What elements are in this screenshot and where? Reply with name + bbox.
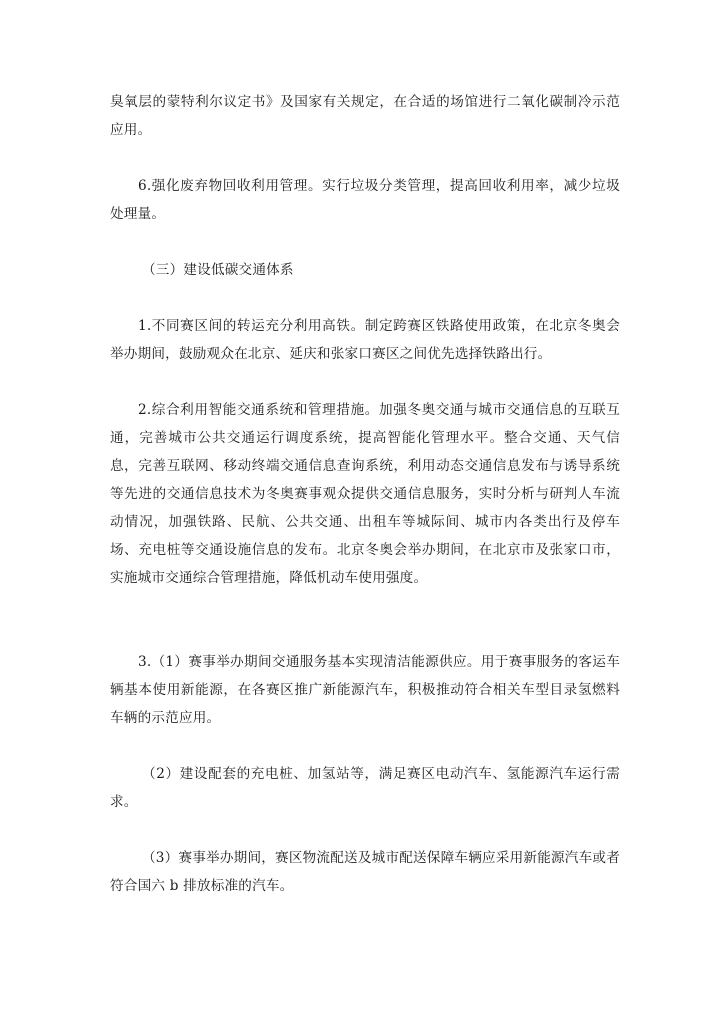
paragraph-item-2: 2.综合利用智能交通系统和管理措施。加强冬奥交通与城市交通信息的互联互通，完善城市公共交通运行调度系统，提高智能化管理水平。整合交通、天气信息，完善互联网、移动终端交通信息查询系统，利用动态交通信息发布与诱导系统等先进的交通信息技术为冬奥赛事观众提供交通信息服务，实时分析与研判人车流动情况，加强铁路、民航、公共交通、出租车等城际间、城市内各类出行及停车场、充电桩等交通设施信息的发布。北京冬奥会举办期间，在北京市及张家口市，实施城市交通综合管理措施，降低机动车使用强度。 xyxy=(110,402,620,586)
paragraph-continuation: 臭氧层的蒙特利尔议定书》及国家有关规定，在合适的场馆进行二氧化碳制冷示范应用。 xyxy=(110,94,620,138)
paragraph-item-3-2: （2）建设配套的充电桩、加氢站等，满足赛区电动汽车、氢能源汽车运行需求。 xyxy=(110,766,620,810)
paragraph-item-3-3: （3）赛事举办期间，赛区物流配送及城市配送保障车辆应采用新能源汽车或者符合国六 b 排放标准的汽车。 xyxy=(110,850,620,894)
paragraph-item-6: 6.强化废弃物回收利用管理。实行垃圾分类管理，提高回收利用率，减少垃圾处理量。 xyxy=(110,178,620,222)
paragraph-item-3-1: 3.（1）赛事举办期间交通服务基本实现清洁能源供应。用于赛事服务的客运车辆基本使用新能源，在各赛区推广新能源汽车，积极推动符合相关车型目录氢燃料车辆的示范应用。 xyxy=(110,654,620,726)
paragraph-item-1: 1.不同赛区间的转运充分利用高铁。制定跨赛区铁路使用政策，在北京冬奥会举办期间，鼓励观众在北京、延庆和张家口赛区之间优先选择铁路出行。 xyxy=(110,318,620,362)
section-heading: （三）建设低碳交通体系 xyxy=(142,262,294,278)
